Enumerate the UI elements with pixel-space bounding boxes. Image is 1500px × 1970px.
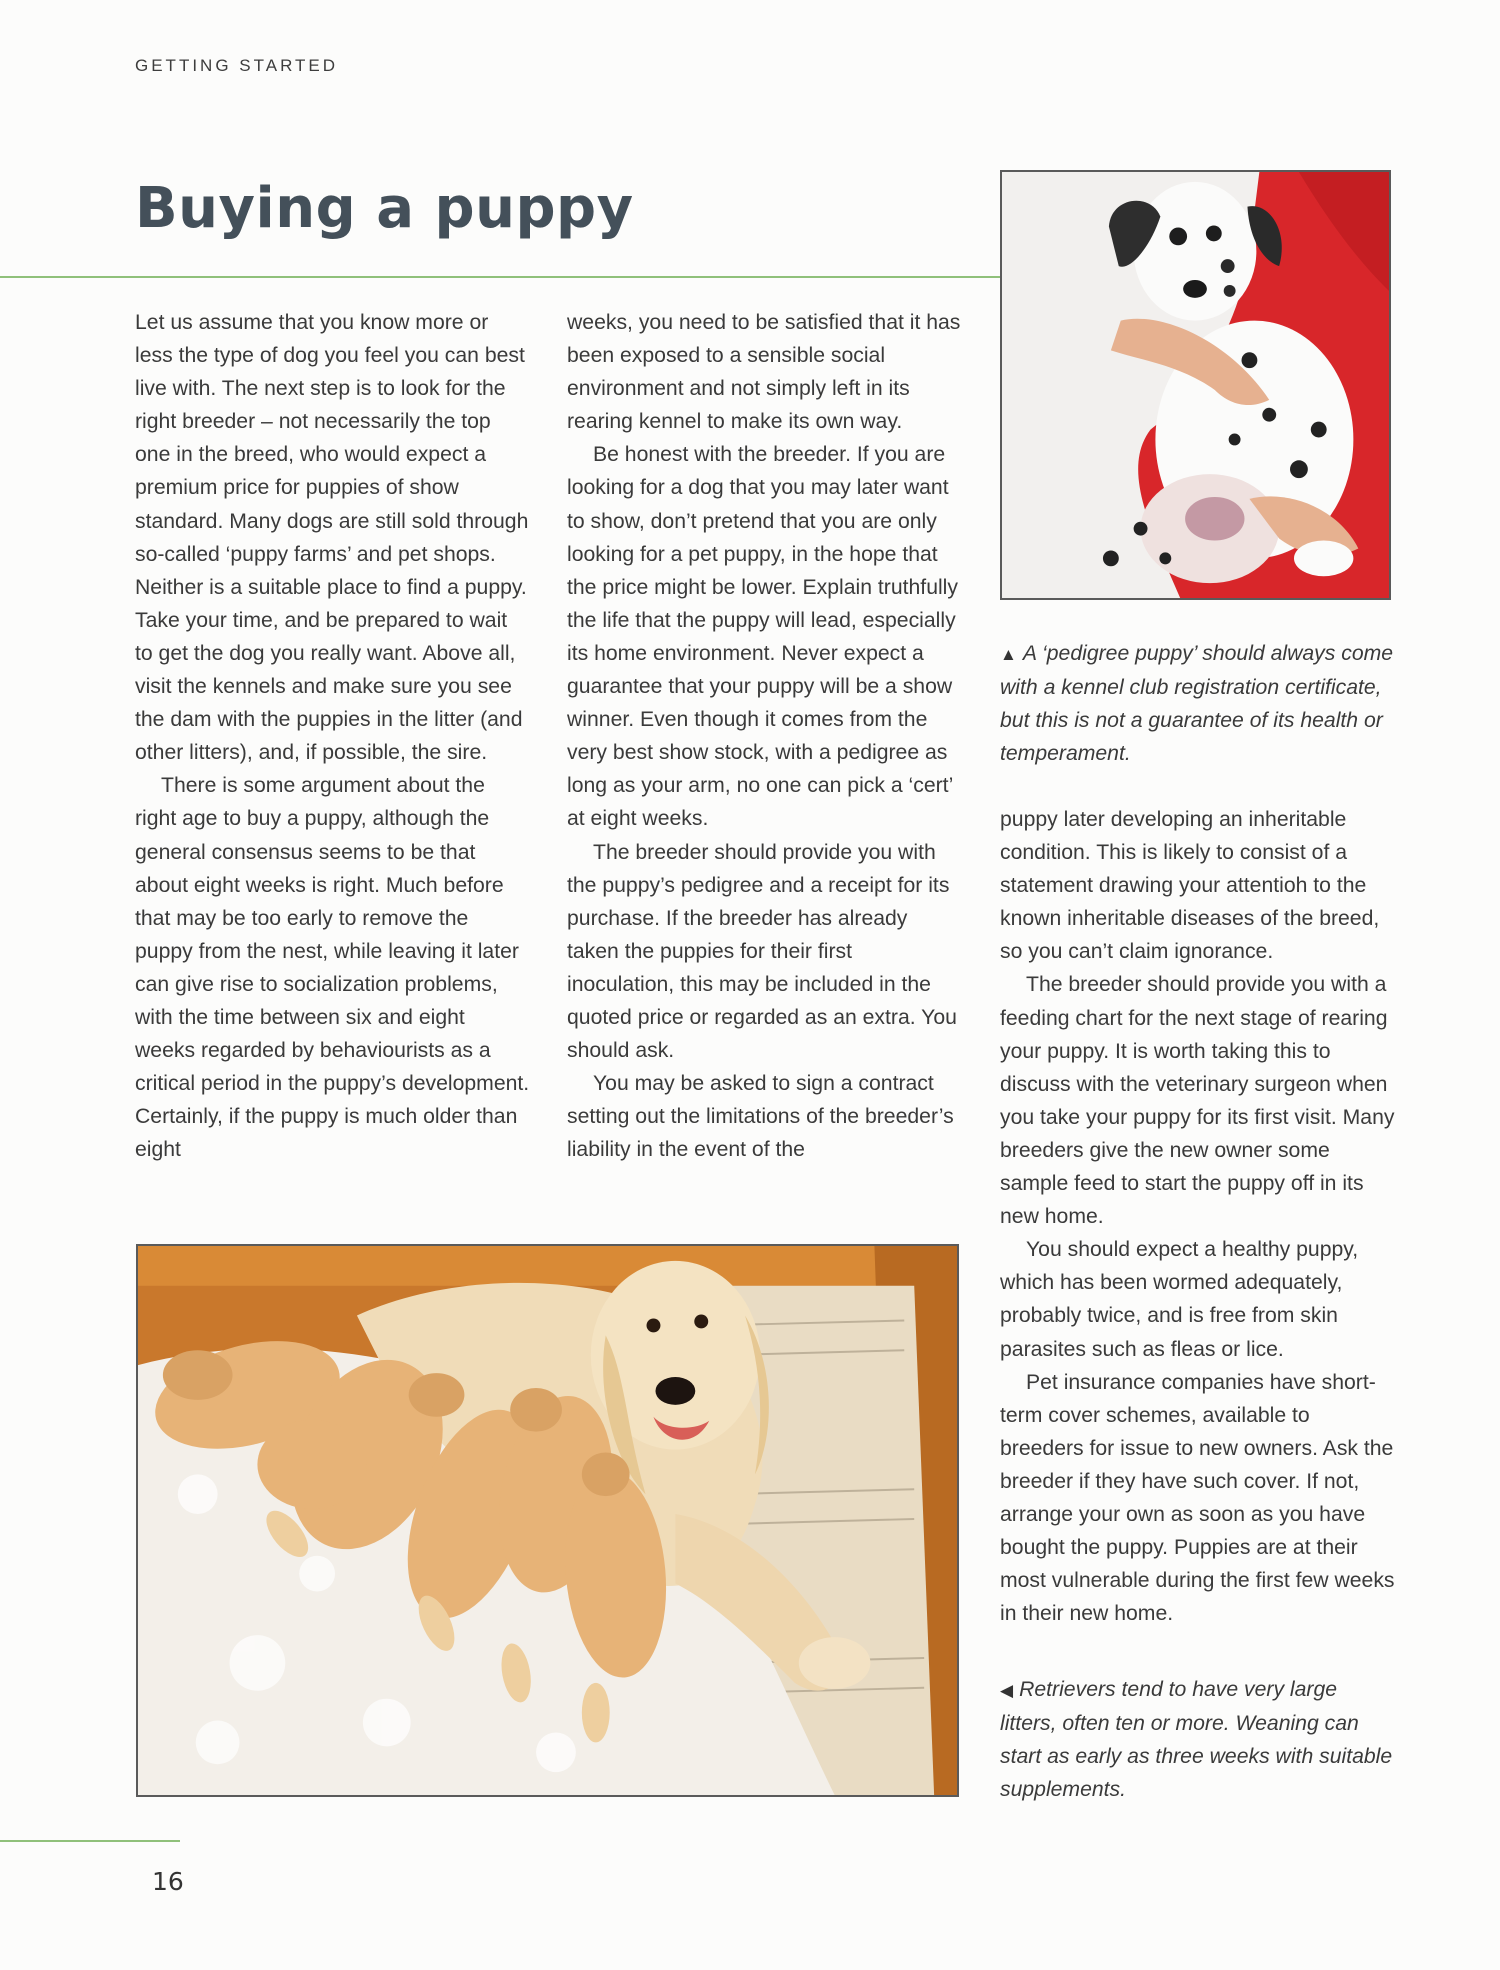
paragraph: You should expect a healthy puppy, which has been wormed adequately, probably twice, and is free from skin parasites such as fleas or lice. [1000,1238,1359,1361]
caption-retrievers [1000,1673,1395,1806]
caption-dalmatian [1000,637,1395,770]
paragraph: puppy later developing an inheritable condition. This is likely to consist of a statement drawing your attentioh to the known inheritable diseases of the breed, so you can’t claim ignorance. [1000,808,1380,964]
section-label: GETTING STARTED [135,56,339,75]
page-number: 16 [152,1867,184,1896]
paragraph: The breeder should provide you with the puppy’s pedigree and a receipt for its purchase. If the breeder has already taken the puppies for their first inoculation, this may be included in the quoted price or regarded as an extra. You should ask. [567,840,957,1063]
text-column-3 [1000,803,1395,1630]
retriever-litter-photo [136,1244,959,1797]
caption-text: Retrievers tend to have very large litters, often ten or more. Weaning can start as early as three weeks with suitable supplements. [1000,1678,1393,1802]
footer-rule [0,1840,180,1842]
paragraph: You may be asked to sign a contract setting out the limitations of the breeder’s liability in the event of the [567,1072,954,1162]
text-column-2 [567,306,962,1166]
paragraph: The breeder should provide you with a feeding chart for the next stage of rearing your puppy. It is worth taking this to discuss with the veterinary surgeon when you take your puppy for its first visit. Many breeders give the new owner some sample feed to start the puppy off in its new home. [1000,973,1395,1229]
paragraph: Let us assume that you know more or less the type of dog you feel you can best live with. The next step is to look for the right breeder – not necessarily the top one in the breed, who would expect a premium price for puppies of show standard. Many dogs are still sold through so-called ‘puppy farms’ and pet shops. Neither is a suitable place to find a puppy. Take your time, and be prepared to wait to get the dog you really want. Above all, visit the kennels and make sure you see the dam with the puppies in the litter (and other litters), and, if possible, the sire. [135,311,529,765]
paragraph: Pet insurance companies have short-term cover schemes, available to breeders for issue to new owners. Ask the breeder if they have such cover. If not, arrange your own as soon as you have bought the puppy. Puppies are at their most vulnerable during the first few weeks in their new home. [1000,1370,1395,1626]
dalmatian-puppy-photo [1000,170,1391,600]
paragraph: Be honest with the breeder. If you are looking for a dog that you may later want to show, don’t pretend that you are only looking for a pet puppy, in the hope that the price might be lower. Explain truthfully the life that the puppy will lead, especially its home environment. Never expect a guarantee that your puppy will be a show winner. Even though it comes from the very best show stock, with a pedigree as long as your arm, no one can pick a ‘cert’ at eight weeks. [567,443,958,831]
triangle-up-icon: ▲ [1000,645,1017,664]
title-rule [0,276,1000,278]
caption-text: A ‘pedigree puppy’ should always come with a kennel club registration certificate, but this is not a guarantee of its health or temperament. [1000,642,1394,766]
page-title: Buying a puppy [135,176,634,241]
text-column-1 [135,306,530,1166]
paragraph: There is some argument about the right age to buy a puppy, although the general consensus seems to be that about eight weeks is right. Much before that may be too early to remove the puppy from the nest, while leaving it later can give rise to socialization problems, with the time between six and eight weeks regarded by behaviourists as a critical period in the puppy’s development. Certainly, if the puppy is much older than eight [135,774,530,1162]
paragraph: weeks, you need to be satisfied that it has been exposed to a sensible social environment and not simply left in its rearing kennel to make its own way. [567,311,961,434]
triangle-left-icon: ◀ [1000,1681,1014,1700]
